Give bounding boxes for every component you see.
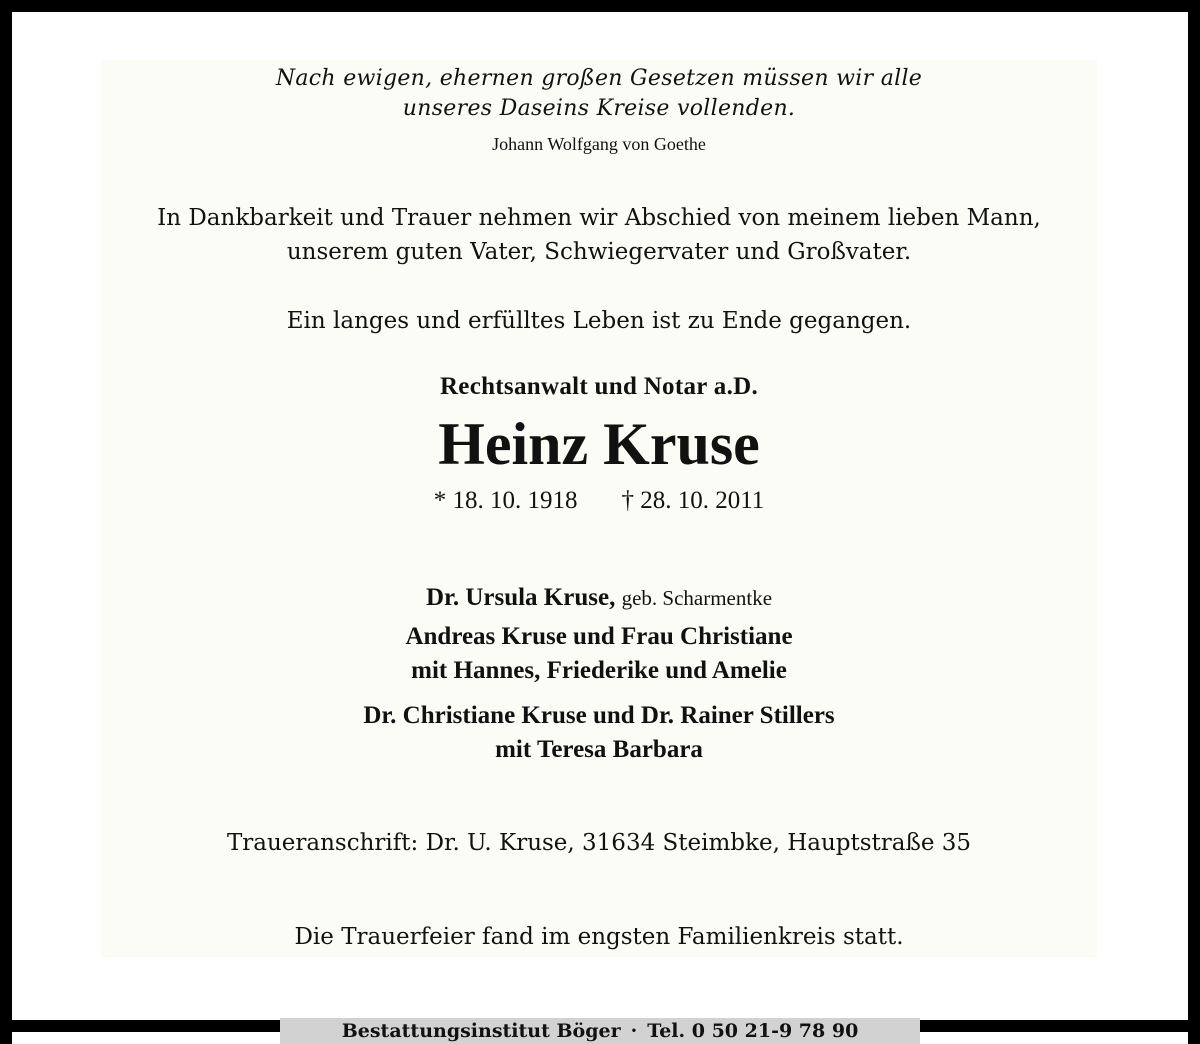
intro-line-1: In Dankbarkeit und Trauer nehmen wir Abschied von meinem lieben Mann, <box>157 205 1041 231</box>
wife-maiden-name: geb. Scharmentke <box>621 586 773 610</box>
birth-date: * 18. 10. 1918 <box>433 487 578 514</box>
daughter-line-2: mit Teresa Barbara <box>495 736 703 763</box>
deceased-name: Heinz Kruse <box>438 411 760 477</box>
quote-author: Johann Wolfgang von Goethe <box>492 134 706 154</box>
life-dates <box>101 487 1097 515</box>
quote-line-1: Nach ewigen, ehernen großen Gesetzen müssen wir alle <box>275 66 923 91</box>
son-line-2: mit Hannes, Friederike und Amelie <box>411 657 787 684</box>
wife-line <box>101 584 1097 612</box>
funeral-home-bar <box>280 1018 920 1044</box>
funeral-home-name: Bestattungsinstitut Böger <box>341 1020 621 1042</box>
funeral-home-phone: Tel. 0 50 21-9 78 90 <box>647 1020 859 1042</box>
son-line-1: Andreas Kruse und Frau Christiane <box>405 623 793 650</box>
footer-separator: · <box>630 1020 638 1042</box>
quote-line-2: unseres Daseins Kreise vollenden. <box>402 96 796 121</box>
ceremony-note: Die Trauerfeier fand im engsten Familienkreis statt. <box>294 924 904 950</box>
intro-line-2: unserem guten Vater, Schwiegervater und Großvater. <box>286 239 912 265</box>
obituary-notice <box>101 60 1097 957</box>
life-statement: Ein langes und erfülltes Leben ist zu Ende gegangen. <box>286 308 912 334</box>
mourning-address: Traueranschrift: Dr. U. Kruse, 31634 Steimbke, Hauptstraße 35 <box>226 830 972 856</box>
wife-name: Dr. Ursula Kruse, <box>425 584 616 611</box>
daughter-line-1: Dr. Christiane Kruse und Dr. Rainer Stillers <box>363 702 835 729</box>
death-date: † 28. 10. 2011 <box>621 487 765 514</box>
deceased-title: Rechtsanwalt und Notar a.D. <box>439 373 759 400</box>
